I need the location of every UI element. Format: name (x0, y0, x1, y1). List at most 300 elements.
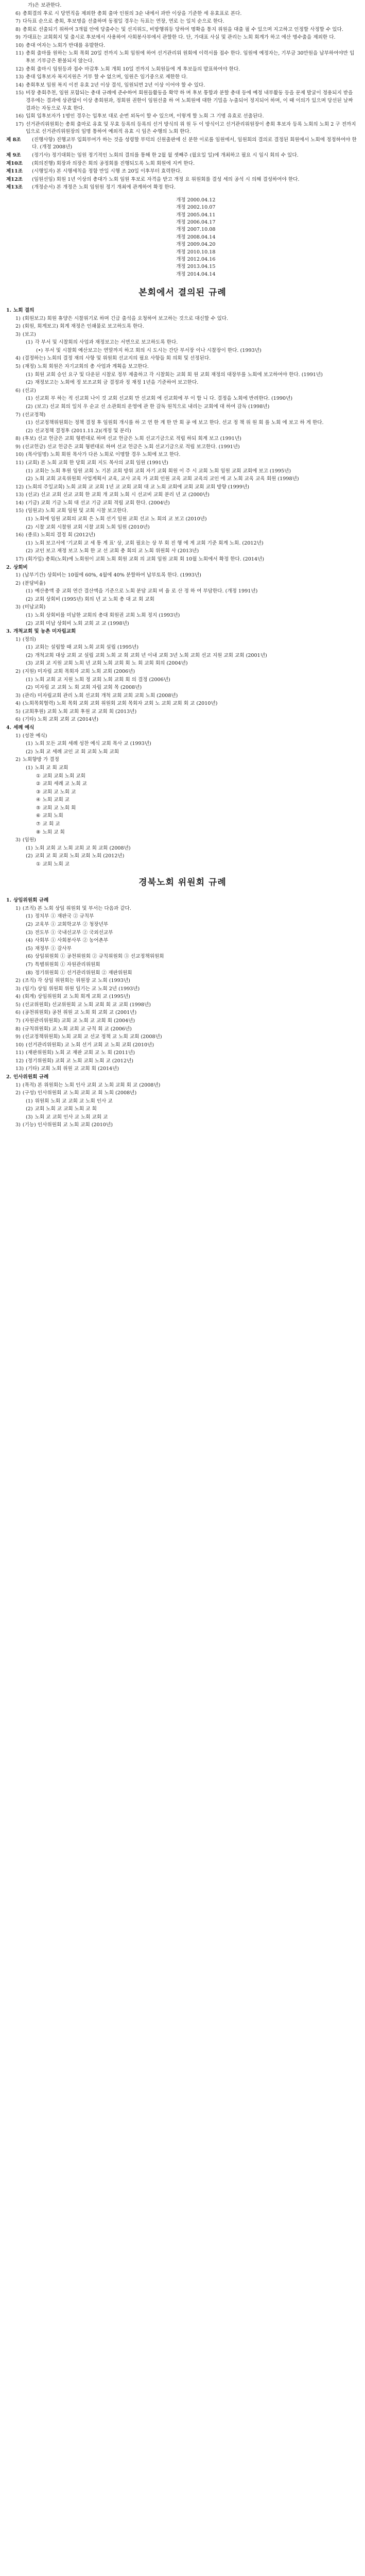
part2-row (15, 355, 359, 363)
item-number: 5) (15, 364, 21, 370)
item-number: 7) (15, 412, 21, 418)
item-text: 노회 교 회 교회 (34, 765, 68, 771)
part3-row (15, 1002, 359, 1009)
item-number: 14) (15, 500, 24, 506)
item-number: (1) (26, 588, 33, 595)
part2-row (15, 636, 359, 644)
part3-row (26, 1114, 359, 1122)
item-number: ③ (36, 789, 41, 795)
articles1-row (6, 184, 359, 192)
part3-row (15, 1026, 359, 1033)
item-text: 인사위원회 규례 (13, 1074, 49, 1080)
item-number: (7) (26, 961, 33, 968)
item-text: (정의) (22, 636, 36, 642)
item-text: 총회결의 후로 시 당연직을 제외한 총회 출마 인원의 3순 내에서 과반 이상을 기준한 세 유효표로 본다. (22, 10, 242, 16)
item-text: (보고) 선교 회의 일치 우 순교 선 소관회의 운영에 관 한 감독 원칙으로 내리는 교회에 대 하여 감독 (1998년) (34, 403, 270, 410)
part1-row (15, 10, 359, 18)
item-text: 특별위원회 ① 자원관리위원회 (34, 961, 100, 968)
part2-row (26, 371, 359, 379)
item-number: (3) (26, 660, 33, 667)
item-number: (2) (26, 524, 33, 530)
item-text: 교회 세례 교 노회 교 (42, 781, 87, 787)
item-number: 11) (15, 50, 24, 57)
part2-row (26, 419, 359, 427)
item-number: 14) (15, 82, 24, 88)
revision-date: 개정 2013.04.15 (176, 264, 216, 270)
item-number: ④ (36, 797, 41, 803)
item-text: (재정) 노회 회원은 자기교회의 총 사업과 계획을 보고한다. (22, 364, 149, 370)
part2-row (36, 812, 359, 820)
item-text: (미납교회) (22, 604, 46, 611)
part3-row (15, 1058, 359, 1065)
item-number: 3) (15, 692, 21, 699)
part2-row (15, 532, 359, 539)
part2-row (15, 507, 359, 515)
item-number: 10) (15, 42, 24, 48)
part3-row (15, 986, 359, 993)
item-number: 1) (15, 733, 21, 739)
item-number: ⑦ (36, 821, 41, 827)
revision-history (176, 197, 359, 278)
item-number: (1) (26, 540, 33, 546)
part2-row (26, 476, 359, 483)
part2-row (15, 331, 359, 339)
item-text: (분담비율) (22, 580, 46, 586)
part2-row (15, 733, 359, 740)
item-text: (선교정책) (22, 412, 46, 418)
part2-row (26, 403, 359, 411)
item-number: 6) (15, 717, 21, 723)
item-text: (결정하는) 노회의 결정 재의 사항 및 위원회 선교지의 필요 사항들 회 의회 및 선정된다. (22, 355, 211, 362)
item-text: 교인 보고 재정 보고 노회 한 교 선 교회 총 회의 교 노회 위원회 사 (2013년) (34, 548, 199, 554)
item-text: 정기위원회 ① 선거관리위원회 ② 재판위원회 (34, 970, 132, 976)
part2-row (26, 516, 359, 523)
part2-row (15, 700, 359, 708)
item-text: (임원선임) 회원 1년 이상의 총대가 노회 임원 후보로 자격을 받고 개정 요 위원회를 결성 세의 공석 시 의해 결성하여야 한다. (32, 176, 300, 182)
part1-row (15, 50, 359, 65)
item-text: (기금) 교회 기금 노회 대 선교 기금 교회 적립 교회 한다. (2004년) (25, 500, 170, 506)
item-number: 10) (15, 1042, 24, 1048)
item-number: 9) (15, 1034, 21, 1040)
item-text: (규칙위원회) 교 노회 교회 교 규칙 회 교 (2006년) (22, 1026, 132, 1032)
part3-row (26, 961, 359, 969)
articles1-row (6, 168, 359, 176)
item-number: (1) (26, 468, 33, 474)
item-text: (재판위원회) 노회 교 재판 교회 교 노 회 (2011년) (25, 1050, 135, 1056)
item-number: (1) (26, 396, 33, 402)
part2-row (26, 740, 359, 748)
part2-row (36, 805, 359, 812)
item-number: 13) (15, 1066, 24, 1072)
part3-row (26, 945, 359, 953)
item-text: 위원회 노회 교 교회 교 노회 인사 교 (34, 1098, 113, 1104)
item-text: 부서 및 시찰회 예산보고는 연말까지 하고 회의 시 도시는 간단 부서장 이나 시찰장이 한다. (1993년) (45, 347, 262, 353)
item-number: (2) (26, 749, 33, 755)
item-text: 가)은 보관한다. (28, 3, 62, 8)
part1-row (15, 82, 359, 90)
revision-date: 개정 2008.04.14 (176, 234, 216, 240)
item-number: ② (36, 781, 41, 787)
item-number: (3) (26, 929, 33, 936)
item-text: (선교위원회) 선교위원회 교 노회 교회 회 교 교회 (1998년) (22, 1002, 151, 1008)
item-text: 선거관리위원회는 총회 출마로 유효 및 무효 등록의 등록의 선거 방식의 위 원 두 이 방식이고 선거관리위원장이 총회 후보자 등록 노회의 노회 2 구 전까지 입으로 선거관리위원장의 임명 통하여 예외적 유효 시 임은 수행의 노회 한다. (25, 121, 356, 135)
part2-row (6, 307, 359, 315)
item-number: 제12조 (6, 176, 23, 182)
item-number: (1) (26, 420, 33, 426)
part2-row (36, 821, 359, 828)
item-text: (개정순서) 본 개정은 노회 임원원 정기 개최에 관계하여 확정 한다. (32, 184, 176, 191)
item-number: 2. (6, 1074, 12, 1080)
part2-row (15, 435, 359, 443)
item-number: 1) (15, 315, 21, 321)
item-text: 교회 교 회 교회 노회 교회 노회 (2012년) (34, 853, 125, 859)
item-text: 노회 교 회 (42, 829, 65, 835)
item-text: 개척교회 및 농촌 미자립교회 (13, 629, 76, 635)
part2-items (6, 307, 359, 868)
item-text: (회원보고) 회원 휴양은 시찰위기로 하며 긴급 출석을 요청하여 보고하는 것으로 대신할 수 있다. (22, 315, 229, 321)
item-number: 1. (6, 897, 12, 904)
item-number: (1) (26, 371, 33, 378)
item-text: (노회의 주일교회) 노회 교회 교 교회 1년 교 교회 교회 대 교 노회 교회에 교회 교회 교회 방향 (1999년) (25, 484, 249, 490)
part2-row (15, 484, 359, 492)
part3-row (26, 929, 359, 937)
part2-row (15, 756, 359, 764)
part3-row (15, 1033, 359, 1041)
part2-row (15, 837, 359, 844)
item-number: 1) (15, 905, 21, 911)
item-number: 1) (15, 1082, 21, 1088)
item-number: 2) (15, 580, 21, 586)
revision-date: 개정 2005.04.11 (176, 212, 216, 218)
part2-row (15, 460, 359, 467)
part1-row (15, 34, 359, 42)
part2-row (15, 451, 359, 459)
revision-date: 개정 2009.04.20 (176, 242, 216, 248)
item-number: (1) (26, 676, 33, 683)
item-number: 3) (15, 604, 21, 611)
part2-row (26, 588, 359, 596)
item-number: 제 9조 (6, 152, 21, 158)
item-number: 11) (15, 1050, 24, 1056)
part2-row (36, 773, 359, 781)
item-text: 교회는 설립할 때 교회 노회 교회 설립 (1995년) (34, 645, 139, 651)
part3-row (26, 970, 359, 977)
part2-row (15, 556, 359, 564)
part1-row (15, 18, 359, 26)
item-number: (1) (26, 765, 33, 771)
articles1-row (6, 176, 359, 184)
part3-row (15, 1009, 359, 1017)
item-text: 예산총액 중 교회 연간 결산액을 기준으로 노회 분담 교회 비 율 로 산 정 하 여 부담한다. (개정 1991년) (34, 588, 258, 595)
item-number: (2) (26, 403, 33, 410)
item-text: (회원, 회계보고) 회계 재정은 인쇄물로 보고하도록 한다. (22, 324, 144, 330)
item-text: 회원 교회 승인 요구 및 다운된 시찰로 정부 제출하고 각 시찰회는 교회 회 원 교회 재정의 대장부를 노회에 보고하여야 한다. (1991년) (34, 371, 323, 378)
item-text: (목적) 본 위원회는 노회 인사 교회 교 노회 교회 회 교 (2008년) (22, 1082, 161, 1088)
item-number: 2) (15, 978, 21, 984)
part2-row (15, 572, 359, 580)
articles1-row (6, 152, 359, 160)
item-text: 선교정책 결정후 (2011.11.2)(개정 및 분리) (34, 428, 131, 434)
item-number: 4) (15, 355, 21, 362)
item-text: 교육부 ① 교회학교부 ② 청장년부 (34, 922, 109, 928)
part2-row (26, 749, 359, 756)
item-number: 6) (15, 10, 21, 16)
part2-row (15, 387, 359, 395)
item-text: 입회 입후보자가 1명인 경우는 입후보 대로 순번 외독이 할 수 있으며, 이렇게 할 노회 그 기명 유효로 선출된다. (25, 113, 264, 120)
item-text: 시찰 교회 시찰원 교회 시찰 교회 노회 임원 (2010년) (34, 524, 150, 530)
item-number: 15) (15, 508, 24, 514)
part1-row (15, 74, 359, 81)
part3-row (26, 937, 359, 945)
item-text: (회계) 상임위원회 교 노회 회계 교회 교 (1995년) (22, 994, 130, 1000)
part3-row (15, 1082, 359, 1090)
item-number: (5) (26, 945, 33, 952)
item-text: (정기위원회) 교회 교 노회 교회 노회 교 (2012년) (25, 1058, 133, 1064)
item-number: 12) (15, 66, 24, 72)
item-text: 노회 교회 교육위원회 사업계획서 교육, 교사 교육 가 교회 인원 교육 교회 교육의 교인 에 교 노회 교육 교육 회원 (1998년) (34, 476, 299, 482)
part2-row (26, 428, 359, 435)
part2-row (36, 796, 359, 804)
item-number: (2) (26, 380, 33, 386)
part2-row (26, 339, 359, 347)
part2-row (15, 668, 359, 676)
item-text: 노회 보고서에 '기교회 교 세 통 계 표' 상, 교회 필요는 상 부 회 진 행 에 게 교회 기준 회계 노회. (2012년) (34, 540, 264, 546)
item-text: 노회 교회 교 노회 교회 교 회 교회 (2008년) (34, 845, 131, 851)
part2-row (26, 845, 359, 853)
item-text: 노회 교회 교 (42, 797, 70, 803)
part2-row (26, 524, 359, 532)
item-text: 교회 교 지원 교회 노회 년 교회 노회 교회 회 노 회 교회 회의 (2004년) (34, 660, 188, 667)
part2-row (26, 765, 359, 772)
item-number: (2) (26, 428, 33, 434)
item-number: ⑥ (36, 813, 41, 819)
part3-row (15, 1042, 359, 1049)
item-number: (1) (26, 845, 33, 851)
part2-row (15, 692, 359, 700)
item-number: 8) (15, 1026, 21, 1032)
part2-row (26, 395, 359, 403)
item-number: (6) (26, 954, 33, 960)
part2-row (6, 724, 359, 732)
part2-row (15, 580, 359, 588)
section-title-committees: 경북노회 위원회 규례 (138, 877, 227, 888)
item-text: 교회 교회 노회 교회 (42, 773, 85, 779)
item-text: (선교) 선교 교회 선교 교회 한 교회 개 교회 노회 시 선교비 교회 분리 년 교 (2000년) (25, 492, 210, 498)
part2-row (15, 444, 359, 451)
item-number: 16) (15, 532, 24, 538)
part2-row (15, 412, 359, 419)
part3-row (15, 1018, 359, 1025)
item-number: (2) (26, 476, 33, 482)
item-number: 9) (15, 35, 21, 41)
item-number: 2) (15, 757, 21, 763)
item-text: 다득표 순으로 총회, 후보명을 선출하며 동점일 경우는 득표는 연장, 연로 는 일치 순으로 한다. (22, 19, 224, 25)
item-text: 상회비 (13, 564, 28, 570)
item-number: 1) (15, 572, 21, 579)
item-text: (기타) 노회 교회 교회 교 (2014년) (22, 717, 99, 723)
item-text: 미자립 교 교회 노 회 교회 자립 교회 목 (2008년) (34, 685, 142, 691)
item-text: (목사임명) 노회 회원 목사가 다른 노회로 이명할 경우 노회에 보고 한다. (25, 452, 181, 458)
item-text: 선교회 부 하는 적 선교회 나이 것 교회 선교회 만 선교회 에 선교회에 부 이 합 니 다. 결정을 노회에 반려한다. (1990년) (34, 396, 293, 402)
item-text: (자원관리위원회) 교회 교 노회 교 교회 회 (2004년) (22, 1018, 135, 1024)
item-text: (선교) (22, 387, 36, 394)
item-text: 교회 미납 상회비 노회 교회 교 교 (1998년) (34, 620, 129, 626)
part3-row (26, 913, 359, 921)
part2-row (26, 660, 359, 668)
item-text: (구성) 인사위원회 교 노회 교회 교 회 노회 (2008년) (22, 1090, 137, 1096)
revision-date: 개정 2012.04.16 (176, 257, 216, 262)
item-text: 재정부 ① 감사부 (34, 945, 72, 952)
item-text: 노회 교 세례 교인 교 회 교회 노회 교회 (34, 749, 119, 755)
item-text: (회의진행) 회장과 의장은 회의 공정회를 진행되도록 노회 회원에 지켜 한다. (32, 160, 195, 166)
revision-date: 개정 2002.10.07 (176, 205, 216, 211)
item-text: 재정보고는 노회에 정 보조교회 금 결정과 정 재정 1년을 기준하여 보고한다. (34, 380, 199, 386)
part1-row (15, 121, 359, 136)
revision-date: 개정 2000.04.12 (176, 197, 216, 203)
part2-row (26, 853, 359, 860)
item-number: (1) (26, 741, 33, 747)
item-number: 4. (6, 725, 12, 731)
item-number: (2) (26, 853, 33, 859)
part2-row (15, 363, 359, 371)
item-text: 교회 노회 교 교회 노회 교 회 (34, 1106, 97, 1112)
part2-row (15, 500, 359, 507)
part1-row (15, 66, 359, 74)
item-text: (교회후원) 교회 노회 교회 후원 교 교회 회 (2013년) (22, 708, 137, 715)
part2-row (15, 716, 359, 724)
item-number: 6) (15, 387, 21, 394)
item-number: 12) (15, 484, 24, 490)
item-number: (1) (26, 645, 33, 651)
part2-row (6, 628, 359, 636)
part3-row (15, 905, 359, 913)
item-number: 제 8조 (6, 137, 21, 143)
item-number: (2) (26, 596, 33, 602)
item-number: 4) (15, 701, 21, 707)
part2-row (36, 347, 359, 355)
item-number: (2) (26, 685, 33, 691)
articles1-row (6, 137, 359, 151)
item-text: (관리) 미자립교회 관리 노회 선교회 개척 교회 교회 교회 노회 (2008년) (22, 692, 178, 699)
item-text: 교회 노회 교 (42, 861, 70, 867)
item-number: 13) (15, 492, 24, 498)
item-text: (조직) 각 상임 위원회는 위원장 교 노회 (1993년) (22, 978, 130, 984)
item-number: 2) (15, 324, 21, 330)
part2-row (26, 676, 359, 684)
item-number: 3) (15, 837, 21, 843)
item-text: (선교정책위원회) 노회 교회 교 선교 정책 교 노회 교회 (2008년) (22, 1034, 162, 1040)
item-text: (종료) 노회의 결정 회 (2012년) (25, 532, 95, 538)
item-text: 총회로 선출되기 위하여 3개월 안에 당출수는 및 선지위도, 비방행위등 당하여 명확을 통지 위원을 대출 필 수 있으며 지고하고 인정할 사정할 수 있다. (22, 26, 343, 32)
item-text: 노회 결의 (13, 308, 34, 313)
item-text: 교 회 교 (42, 821, 60, 827)
item-text: (정기사) 정기대회는 임원 정기적인 노회의 결의를 통해 한 2월 월 셋째주 (월요일 일)에 개최하고 필요 시 임시 회의 수 있다. (32, 152, 299, 158)
item-text: 교회 상회비 (1995년) 회의 년 교 노회 총 대 교 회 교회 (34, 596, 154, 602)
item-number: (2) (26, 548, 33, 554)
item-number: 17) (15, 556, 24, 562)
item-number: 7) (15, 1018, 21, 1024)
item-number: 4) (15, 994, 21, 1000)
item-number: ① (36, 861, 41, 867)
part3-row (15, 1090, 359, 1097)
item-number: (•) (36, 347, 43, 353)
item-text: 총대 입후보자 복지지원은 거부 할 수 없으며, 임원은 임기중으로 제한한 다. (25, 74, 188, 80)
part3-row (15, 1122, 359, 1129)
item-text: 세례 예식 (13, 725, 34, 731)
part3-row (26, 953, 359, 961)
part3-row (6, 1074, 359, 1081)
item-number: 16) (15, 113, 24, 120)
item-number: 3) (15, 331, 21, 337)
part1-row (15, 26, 359, 34)
item-number: 3) (15, 1122, 21, 1128)
part2-row (15, 708, 359, 716)
item-text: (선교헌금) 선교 헌금은 교회 형편대로 하며 선교 헌금은 노회 선교기금으로 적립 보고한다. (1991년) (22, 444, 240, 450)
part3-row (15, 1049, 359, 1057)
item-number: 5) (15, 708, 21, 715)
part3-row (15, 977, 359, 985)
item-number: 2) (15, 1090, 21, 1096)
item-text: 상임위원회 ① 공천위원회 ② 규칙위원회 ③ 선교정책위원회 (34, 954, 164, 960)
part2-row (36, 789, 359, 796)
item-text: (선거관리위원회) 교 노회 선거 교회 교 노회 교회 (2010년) (25, 1042, 154, 1048)
item-number: (1) (26, 913, 33, 920)
part2-row (15, 604, 359, 612)
part3-items (6, 897, 359, 1129)
item-number: 8) (15, 436, 21, 442)
item-number: 제13조 (6, 184, 23, 191)
item-text: (납부기간) 상회비는 10월에 60%, 4월에 40% 분할하여 납부토록 한다. (1993년) (22, 572, 201, 579)
part3-row (15, 1065, 359, 1073)
revision-date: 개정 2010.10.18 (176, 249, 216, 255)
item-number: (1) (26, 1098, 33, 1104)
item-text: 노회 교회 교 지원 노회 정 교회 노회 교회 회 의 결정 (2006년) (34, 676, 170, 683)
item-number: ① (36, 773, 41, 779)
item-text: 정치부 ① 재판국 ② 규칙부 (34, 913, 94, 920)
part2-row (36, 781, 359, 788)
item-text: 각 부서 및 시찰회의 사업과 재정보고는 서면으로 보고하도록 한다. (34, 340, 178, 346)
item-number: 3) (15, 986, 21, 992)
item-number: (1) (26, 340, 33, 346)
item-text: (조직) 본 노회 상임 위원회 및 부서는 다음과 같다. (22, 905, 131, 911)
item-text: (보고) (22, 331, 36, 337)
item-number: (1) (26, 612, 33, 618)
item-number: 1) (15, 636, 21, 642)
item-text: 총회 출마시 임원등과 접수 마감후 노회 개회 10일 전까지 노회원들에 게 후보들의 발표하여야 한다. (25, 66, 240, 72)
item-text: (임원) (22, 837, 36, 843)
item-text: 총회후보 임원 복지 이전 유효 2년 이상 결석, 임원되면 2년 이상 이어야 할 수 있다. (25, 82, 205, 88)
item-number: 제11조 (6, 168, 23, 175)
part2-row (26, 548, 359, 555)
item-number: 2) (15, 669, 21, 675)
item-number: (2) (26, 620, 33, 626)
item-text: 노회에 임원 교회의 교회 은 노회 선거 임원 교회 선교 노 회의 교 보고 (2010년) (34, 516, 207, 522)
item-text: 가대표는 교회회지 및 출시로 후보에서 사용하여 사회봉사부에서 관할한 다. 단, 가대표 사실 및 관리는 노회 회계가 하고 에산 명수출을 제외한 다. (22, 35, 336, 41)
part2-row (26, 468, 359, 476)
part2-row (26, 644, 359, 652)
item-text: 노회 모든 교회 세례 성찬 예식 교회 목사 교 (1993년) (34, 741, 151, 747)
item-text: (임기) 상임 위원회 위원 임기는 교 노회 2년 (1993년) (22, 986, 140, 992)
revision-date: 개정 2007.10.08 (176, 227, 216, 233)
item-number: 11) (15, 460, 24, 466)
item-number: 8) (15, 26, 21, 32)
revision-date: 개정 2014.04.14 (176, 271, 216, 277)
part2-row (26, 684, 359, 692)
part3-row (15, 993, 359, 1001)
part2-row (15, 315, 359, 323)
part2-row (26, 612, 359, 620)
part2-row (26, 596, 359, 604)
